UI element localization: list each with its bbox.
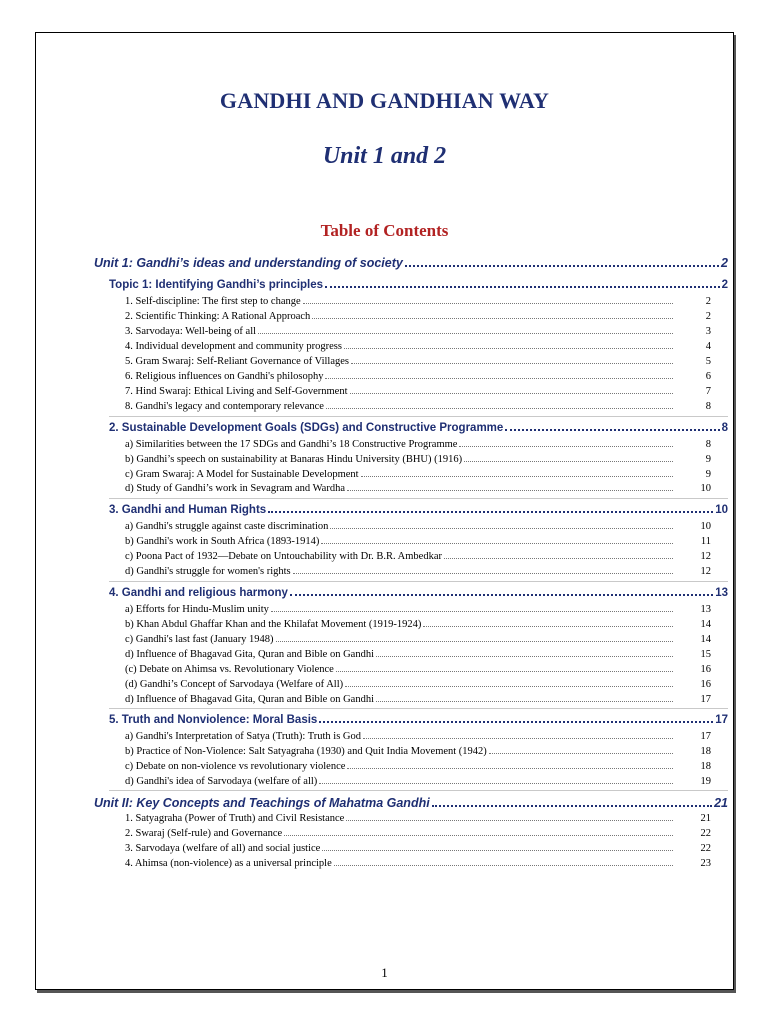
toc-entry-page: 6: [705, 371, 711, 382]
toc-entry-title: a) Gandhi's Interpretation of Satya (Truth): Truth is God: [125, 731, 361, 742]
toc-entry-page: 22: [700, 828, 711, 839]
toc-entry-title: 4. Individual development and community progress: [125, 341, 342, 352]
toc-entry-page: 14: [700, 634, 711, 645]
dot-leader: [505, 429, 719, 431]
dot-leader: [322, 850, 673, 851]
toc-entry-title: c) Gandhi's last fast (January 1948): [125, 634, 274, 645]
dot-leader: [293, 573, 673, 574]
dot-leader: [464, 461, 673, 462]
dot-leader: [326, 408, 673, 409]
toc-entry-page: 22: [700, 843, 711, 854]
toc-entry-page: 12: [700, 551, 711, 562]
document-title: GANDHI AND GANDHIAN WAY: [219, 88, 550, 113]
table-of-contents: [36, 33, 733, 989]
toc-entry-page: 21: [714, 796, 728, 810]
dot-leader: [330, 528, 673, 529]
dot-leader: [347, 768, 673, 769]
dot-leader: [459, 446, 673, 447]
toc-entry-page: 17: [700, 731, 711, 742]
toc-entry[interactable]: [125, 776, 675, 787]
toc-entry[interactable]: [125, 454, 675, 465]
dot-leader: [334, 865, 673, 866]
toc-entry-title: 4. Ahimsa (non-violence) as a universal principle: [125, 858, 332, 869]
toc-entry[interactable]: [125, 469, 675, 480]
toc-entry[interactable]: [125, 843, 675, 854]
toc-entry-title: 8. Gandhi's legacy and contemporary relevance: [125, 401, 324, 412]
toc-entry-page: 8: [721, 422, 728, 434]
dot-leader: [325, 286, 720, 288]
toc-entry-title: (d) Gandhi’s Concept of Sarvodaya (Welfare of All): [125, 679, 344, 690]
toc-entry[interactable]: [125, 296, 675, 307]
dot-leader: [268, 511, 713, 513]
toc-entry-page: 3: [705, 326, 711, 337]
toc-entry-title: d) Influence of Bhagavad Gita, Quran and Bible on Gandhi: [125, 649, 375, 660]
dot-leader: [376, 656, 673, 657]
toc-entry-page: 16: [700, 679, 711, 690]
toc-entry[interactable]: [125, 828, 675, 839]
toc-entry-page: 16: [700, 664, 711, 675]
toc-entry-title: b) Gandhi's work in South Africa (1893-1914): [125, 536, 320, 547]
toc-entry-page: 9: [705, 469, 711, 480]
dot-leader: [345, 686, 673, 687]
toc-entry[interactable]: [125, 858, 675, 869]
toc-entry[interactable]: [125, 536, 675, 547]
dot-leader: [290, 594, 713, 596]
toc-entry-title: a) Similarities between the 17 SDGs and Gandhi’s 18 Constructive Programme: [125, 439, 458, 450]
dot-leader: [346, 820, 673, 821]
dot-leader: [351, 363, 673, 364]
toc-entry-title: a) Efforts for Hindu-Muslim unity: [125, 604, 269, 615]
section-divider: [109, 498, 728, 499]
toc-entry-title: d) Study of Gandhi’s work in Sevagram and Wardha: [125, 483, 346, 494]
toc-entry-title: 2. Scientific Thinking: A Rational Approach: [125, 311, 311, 322]
toc-entry[interactable]: [125, 664, 675, 675]
dot-leader: [276, 641, 673, 642]
dot-leader: [321, 543, 673, 544]
toc-entry-title: Topic 1: Identifying Gandhi’s principles: [109, 279, 324, 291]
dot-leader: [489, 753, 673, 754]
toc-entry-title: d) Gandhi's idea of Sarvodaya (welfare of all): [125, 776, 318, 787]
dot-leader: [344, 348, 673, 349]
toc-entry[interactable]: [125, 566, 675, 577]
toc-entry-page: 10: [700, 521, 711, 532]
toc-entry-page: 15: [700, 649, 711, 660]
dot-leader: [319, 721, 713, 723]
toc-entry[interactable]: [125, 551, 675, 562]
toc-entry[interactable]: [109, 279, 728, 291]
toc-entry-title: d) Influence of Bhagavad Gita, Quran and Bible on Gandhi: [125, 694, 375, 705]
toc-entry-title: b) Gandhi’s speech on sustainability at Banaras Hindu University (BHU) (1916): [125, 454, 463, 465]
dot-leader: [376, 701, 673, 702]
toc-entry-page: 8: [705, 439, 711, 450]
dot-leader: [444, 558, 673, 559]
toc-entry-page: 2: [721, 279, 728, 291]
toc-entry[interactable]: [109, 422, 728, 434]
toc-entry[interactable]: [125, 521, 675, 532]
toc-heading: Table of Contents: [320, 221, 449, 240]
toc-entry-page: 4: [705, 341, 711, 352]
toc-entry[interactable]: [125, 371, 675, 382]
toc-entry-title: c) Poona Pact of 1932—Debate on Untouchability with Dr. B.R. Ambedkar: [125, 551, 442, 562]
toc-entry-page: 18: [700, 761, 711, 772]
document-subtitle: Unit 1 and 2: [322, 143, 447, 169]
toc-entry-page: 12: [700, 566, 711, 577]
dot-leader: [423, 626, 673, 627]
toc-entry[interactable]: [125, 746, 675, 757]
dot-leader: [284, 835, 673, 836]
toc-entry[interactable]: [125, 813, 675, 824]
dot-leader: [347, 490, 673, 491]
toc-entry-page: 17: [715, 714, 728, 726]
toc-entry-page: 7: [705, 386, 711, 397]
toc-entry-page: 2: [705, 296, 711, 307]
toc-entry-page: 18: [700, 746, 711, 757]
toc-entry[interactable]: [125, 311, 675, 322]
toc-entry[interactable]: [125, 619, 675, 630]
toc-entry[interactable]: [125, 341, 675, 352]
section-divider: [109, 581, 728, 582]
toc-entry-page: 10: [715, 504, 728, 516]
toc-entry-page: 11: [700, 536, 711, 547]
toc-entry[interactable]: [125, 649, 675, 660]
dot-leader: [432, 805, 712, 807]
dot-leader: [405, 265, 719, 267]
page-frame: [35, 32, 734, 990]
toc-entry-title: c) Gram Swaraj: A Model for Sustainable Development: [125, 469, 359, 480]
toc-entry-page: 13: [715, 587, 728, 599]
toc-entry[interactable]: [109, 504, 728, 516]
toc-entry[interactable]: [125, 604, 675, 615]
toc-entry[interactable]: [125, 634, 675, 645]
toc-entry-title: 6. Religious influences on Gandhi's philosophy: [125, 371, 324, 382]
dot-leader: [350, 393, 674, 394]
toc-entry[interactable]: [94, 256, 728, 270]
toc-entry-title: 1. Satyagraha (Power of Truth) and Civil Resistance: [125, 813, 345, 824]
toc-entry-title: 1. Self-discipline: The first step to change: [125, 296, 301, 307]
dot-leader: [271, 611, 673, 612]
toc-entry[interactable]: [125, 483, 675, 494]
toc-entry-page: 19: [700, 776, 711, 787]
toc-entry-page: 14: [700, 619, 711, 630]
toc-entry-page: 5: [705, 356, 711, 367]
section-divider: [109, 790, 728, 791]
toc-entry-title: Unit 1: Gandhi’s ideas and understanding of society: [94, 256, 403, 270]
toc-entry-title: 5. Truth and Nonviolence: Moral Basis: [109, 714, 318, 726]
toc-entry-title: 2. Sustainable Development Goals (SDGs) and Constructive Programme: [109, 422, 504, 434]
toc-entry-title: 4. Gandhi and religious harmony: [109, 587, 288, 599]
section-divider: [109, 708, 728, 709]
toc-entry-page: 10: [700, 483, 711, 494]
toc-entry[interactable]: [125, 694, 675, 705]
dot-leader: [325, 378, 673, 379]
toc-entry[interactable]: [94, 796, 728, 810]
toc-entry-page: 13: [700, 604, 711, 615]
dot-leader: [258, 333, 673, 334]
toc-entry-title: (c) Debate on Ahimsa vs. Revolutionary Violence: [125, 664, 334, 675]
toc-entry[interactable]: [125, 731, 675, 742]
toc-entry-title: 7. Hind Swaraj: Ethical Living and Self-Government: [125, 386, 348, 397]
page-number: 1: [381, 965, 388, 980]
toc-entry-title: a) Gandhi's struggle against caste discrimination: [125, 521, 329, 532]
toc-entry[interactable]: [125, 386, 675, 397]
toc-entry-page: 2: [705, 311, 711, 322]
toc-entry[interactable]: [109, 587, 728, 599]
dot-leader: [363, 738, 673, 739]
toc-entry-title: 3. Sarvodaya: Well-being of all: [125, 326, 257, 337]
toc-entry[interactable]: [125, 356, 675, 367]
toc-entry-title: 5. Gram Swaraj: Self-Reliant Governance of Villages: [125, 356, 349, 367]
section-divider: [109, 416, 728, 417]
toc-entry[interactable]: [109, 714, 728, 726]
toc-entry[interactable]: [125, 439, 675, 450]
toc-entry-page: 21: [700, 813, 711, 824]
toc-entry[interactable]: [125, 326, 675, 337]
toc-entry-title: Unit II: Key Concepts and Teachings of Mahatma Gandhi: [94, 796, 430, 810]
toc-entry-page: 8: [705, 401, 711, 412]
toc-entry-page: 23: [700, 858, 711, 869]
toc-entry-title: b) Practice of Non-Violence: Salt Satyagraha (1930) and Quit India Movement (1942): [125, 746, 487, 757]
toc-entry-page: 9: [705, 454, 711, 465]
toc-entry-title: c) Debate on non-violence vs revolutionary violence: [125, 761, 346, 772]
dot-leader: [319, 783, 673, 784]
toc-entry-title: d) Gandhi's struggle for women's rights: [125, 566, 291, 577]
toc-entry-page: 2: [721, 256, 728, 270]
toc-entry[interactable]: [125, 679, 675, 690]
dot-leader: [303, 303, 673, 304]
dot-leader: [312, 318, 673, 319]
toc-entry[interactable]: [125, 401, 675, 412]
toc-entry-title: 3. Sarvodaya (welfare of all) and social justice: [125, 843, 321, 854]
toc-entry-page: 17: [700, 694, 711, 705]
toc-entry-title: 2. Swaraj (Self-rule) and Governance: [125, 828, 283, 839]
toc-entry[interactable]: [125, 761, 675, 772]
toc-entry-title: b) Khan Abdul Ghaffar Khan and the Khilafat Movement (1919-1924): [125, 619, 422, 630]
toc-entry-title: 3. Gandhi and Human Rights: [109, 504, 267, 516]
dot-leader: [336, 671, 673, 672]
dot-leader: [361, 476, 673, 477]
